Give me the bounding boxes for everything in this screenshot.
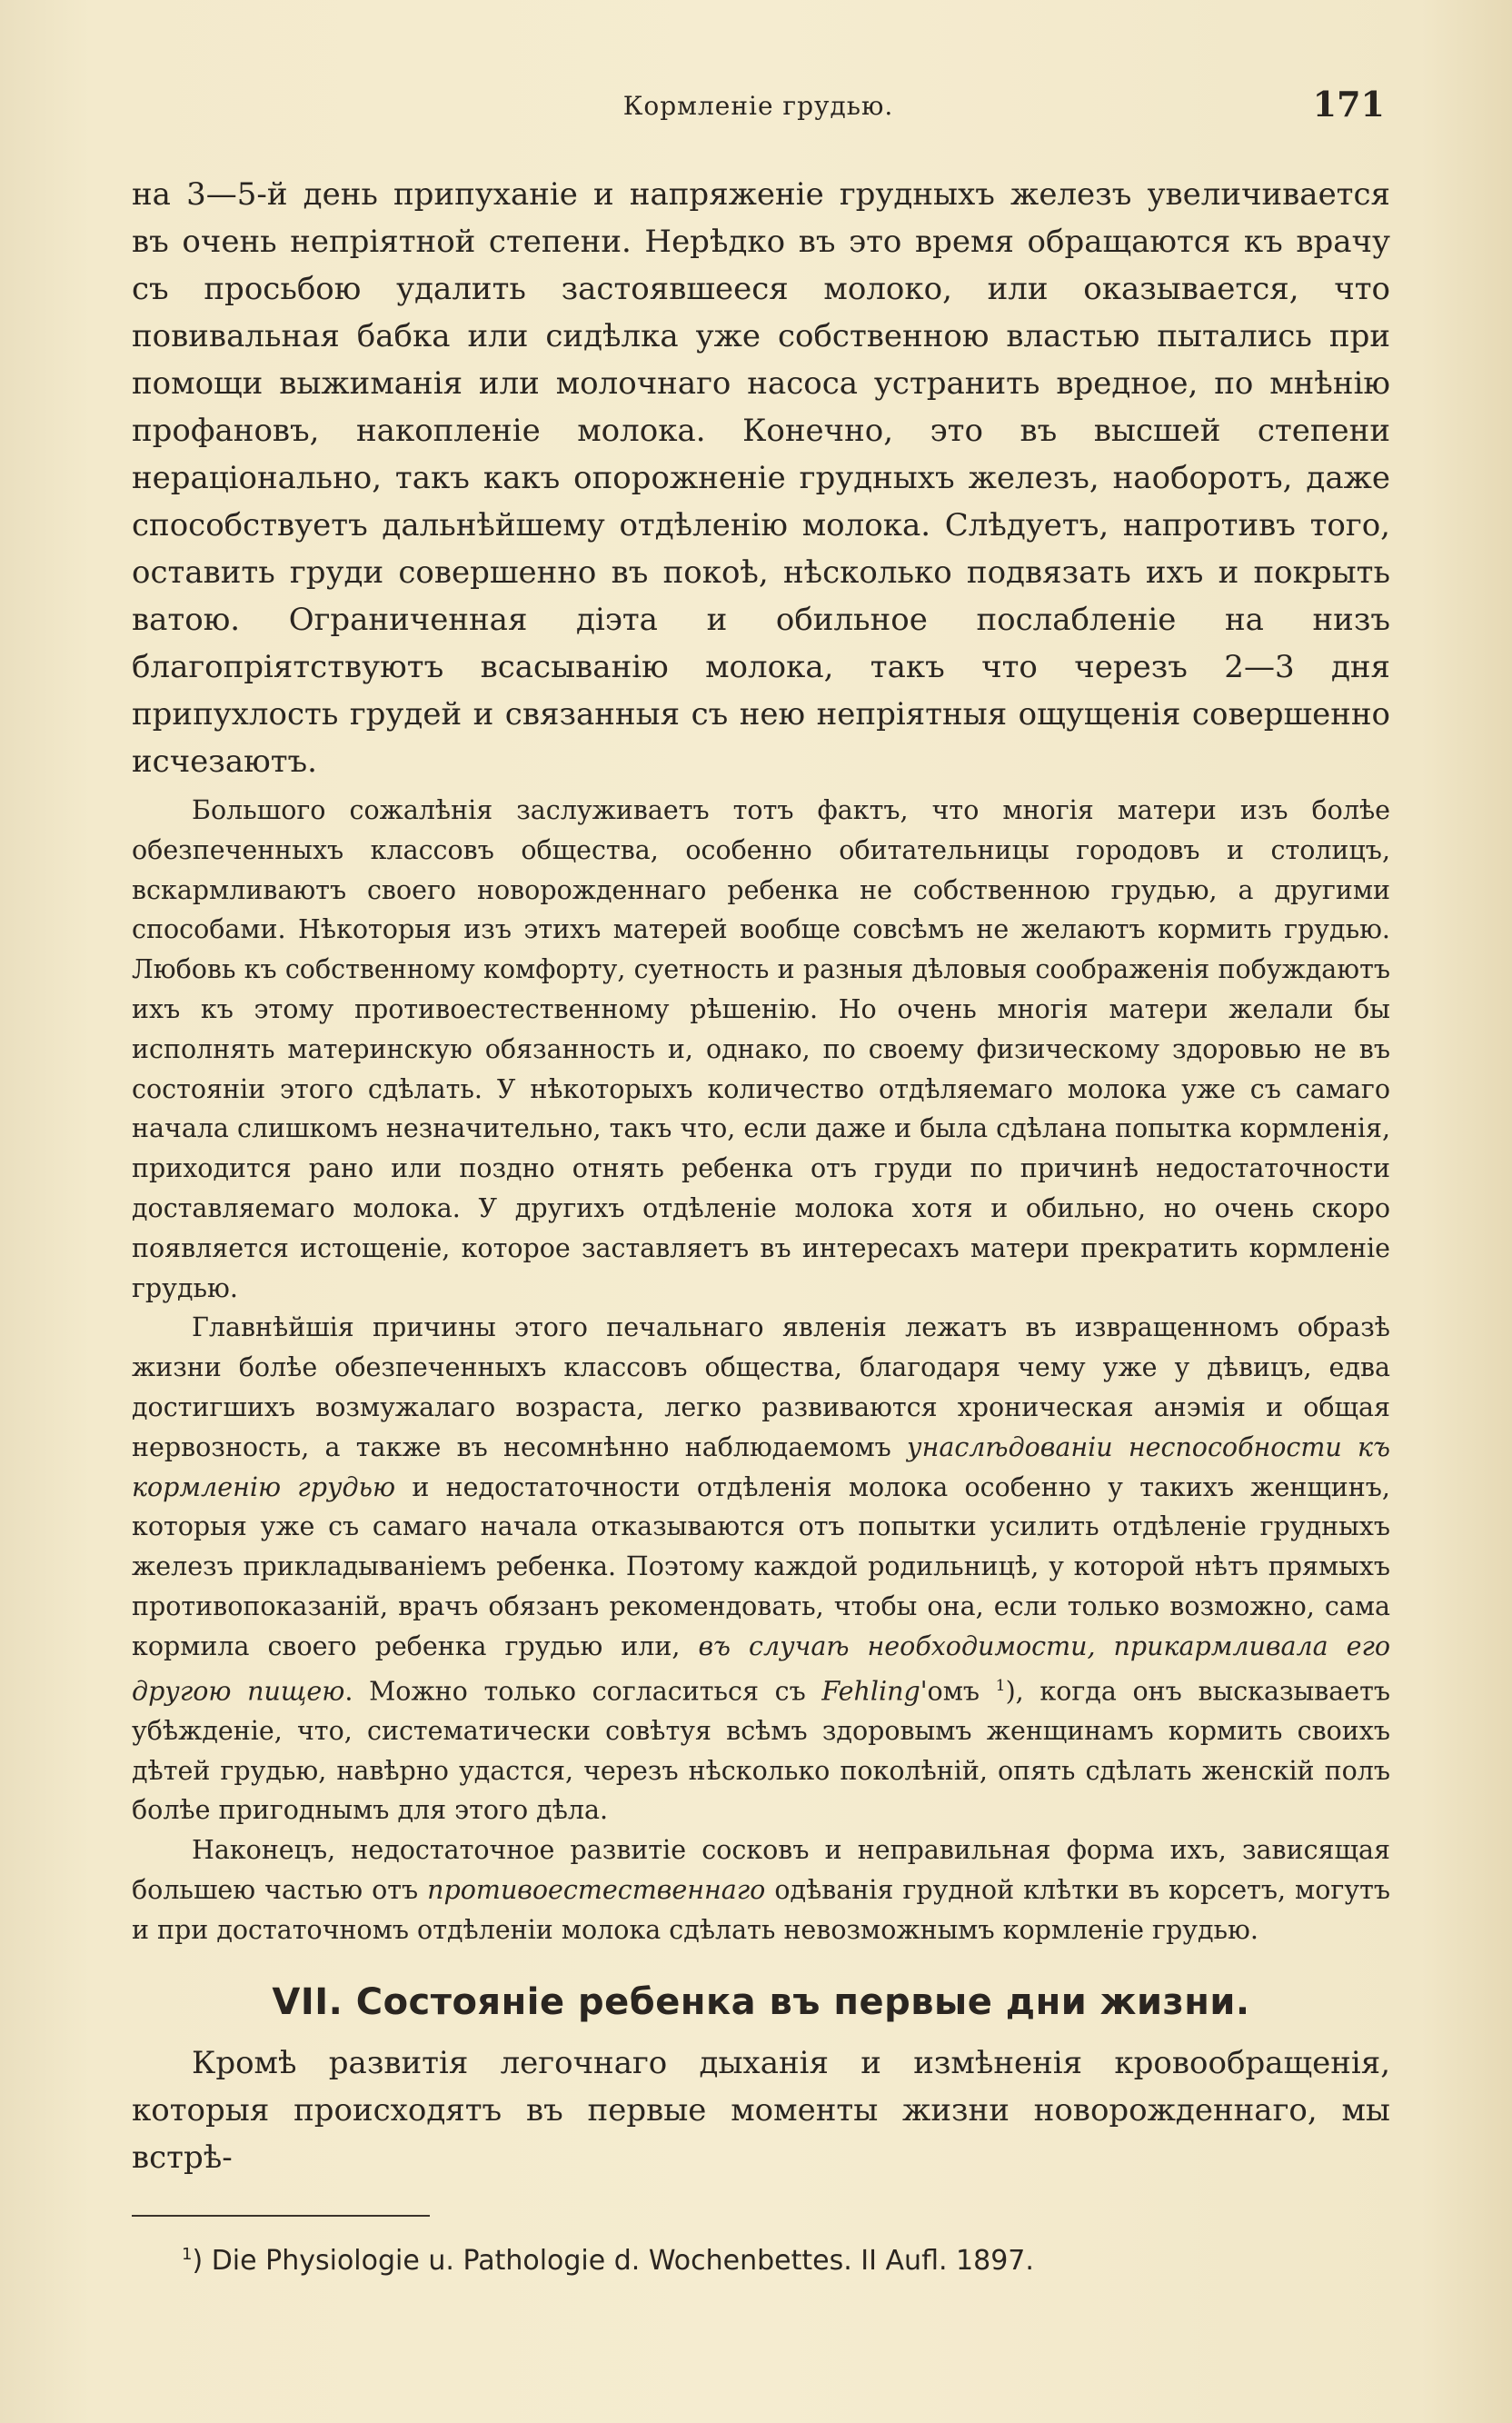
paragraph-3-text-d: 'омъ (920, 1676, 996, 1707)
running-title: Кормленіе грудью. (622, 91, 894, 121)
paragraph-3-text-a: Главнѣйшія причины этого печальнаго явленія лежатъ въ извращенномъ образѣ жизни болѣе обезпеченныхъ классовъ общества, благодаря чему уже у дѣвицъ, едва достигшихъ возмужалаго возраста, легко развиваются хроническая анэмія и общая нервозность, а также въ несомнѣнно наблюдаемомъ (132, 1312, 1390, 1462)
paragraph-1: на 3—5-й день припуханіе и напряженіе грудныхъ железъ увеличивается въ очень непріятной степени. Нерѣдко въ это время обращаются къ врачу съ просьбою удалить застоявшееся молоко, или оказывается, что повивальная бабка или сидѣлка уже собственною властью пытались при помощи выжиманія или молочнаго насоса устранить вредное, по мнѣнію профановъ, накопленіе молока. Конечно, это въ высшей степени нераціонально, такъ какъ опорожненіе грудныхъ железъ, наоборотъ, даже способствуетъ дальнѣйшему отдѣленію молока. Слѣдуетъ, напротивъ того, оставить груди совершенно въ покоѣ, нѣсколько подвязать ихъ и покрыть ватою. Ограниченная діэта и обильное послабленіе на низъ благопріятствуютъ всасыванію молока, такъ что черезъ 2—3 дня припухлость грудей и связанныя съ нею непріятныя ощущенія совершенно исчезаютъ. (132, 176, 1390, 780)
section-heading: VII. Состояніе ребенка въ первые дни жизни. (272, 1980, 1250, 2023)
paragraph-3-text-c: . Можно только согласиться съ (344, 1676, 822, 1707)
paragraph-3-emphasis-2: въ случаѣ необходимости, прикармливала его другою пищею (132, 1630, 1391, 1707)
paragraph-4 (132, 1830, 1390, 1949)
paragraph-2: Большого сожалѣнія заслуживаетъ тотъ фактъ, что многія матери изъ болѣе обезпеченныхъ классовъ общества, особенно обитательницы городовъ и столицъ, вскармливаютъ своего новорожденнаго ребенка не собственною грудью, а другими способами. Нѣкоторыя изъ этихъ матерей вообще совсѣмъ не желаютъ кормить грудью. Любовь къ собственному комфорту, суетность и разныя дѣловыя соображенія побуждаютъ ихъ къ этому противоестественному рѣшенію. Но очень многія матери желали бы исполнять материнскую обязанность и, однако, по своему физическому здоровью не въ состояніи этого сдѣлать. У нѣкоторыхъ количество отдѣляемаго молока уже съ самаго начала слишкомъ незначительно, такъ что, если даже и была сдѣлана попытка кормленія, приходится рано или поздно отнять ребенка отъ груди по причинѣ недостаточности доставляемаго молока. У другихъ отдѣленіе молока хотя и обильно, но очень скоро появляется истощеніе, которое заставляетъ въ интересахъ матери прекратить кормленіе грудью. (132, 795, 1390, 1303)
body-text (132, 171, 1390, 2181)
page-header (132, 84, 1385, 129)
paragraph-4-emphasis: противоестественнаго (427, 1875, 766, 1906)
paragraph-3-author-name: Fehling (821, 1676, 920, 1707)
footnote (182, 2245, 1034, 2277)
paragraph-3-emphasis-1: унаслѣдованіи неспособности къ кормленію грудью (132, 1431, 1390, 1502)
footnote-reference[interactable]: 1 (995, 1676, 1006, 1695)
paragraph-4-text-b: одѣванія грудной клѣтки въ корсетъ, могутъ и при достаточномъ отдѣленіи молока сдѣлать невозможнымъ кормленіе грудью. (132, 1875, 1390, 1945)
footnote-marker: 1 (182, 2245, 193, 2264)
paragraph-3-text-e: ), когда онъ высказываетъ убѣжденіе, что, систематически совѣтуя всѣмъ здоровымъ женщинамъ кормить своихъ дѣтей грудью, навѣрно удастся, черезъ нѣсколько поколѣній, опять сдѣлать женскій полъ болѣе пригоднымъ для этого дѣла. (132, 1676, 1390, 1826)
paragraph-3-text-b: и недостаточности отдѣленія молока особенно у такихъ женщинъ, которыя уже съ самаго начала отказываются отъ попытки усилить отдѣленіе грудныхъ железъ прикладываніемъ ребенка. Поэтому каждой родильницѣ, у которой нѣтъ прямыхъ противопоказаній, врачъ обязанъ рекомендовать, чтобы она, если только возможно, сама кормила своего ребенка грудью или, (132, 1471, 1390, 1661)
page-number: 171 (1312, 84, 1385, 125)
paragraph-3 (132, 1308, 1390, 1830)
footnote-separator (132, 2215, 430, 2217)
footnote-text: ) Die Physiologie u. Pathologie d. Wochenbettes. II Aufl. 1897. (192, 2245, 1034, 2277)
paragraph-5: Кромѣ развитія легочнаго дыханія и измѣненія кровообращенія, которыя происходятъ въ первые моменты жизни новорожденнаго, мы встрѣ- (132, 2044, 1390, 2176)
paragraph-4-text-a: Наконецъ, недостаточное развитіе сосковъ и неправильная форма ихъ, зависящая большею частью отъ (132, 1835, 1390, 1906)
